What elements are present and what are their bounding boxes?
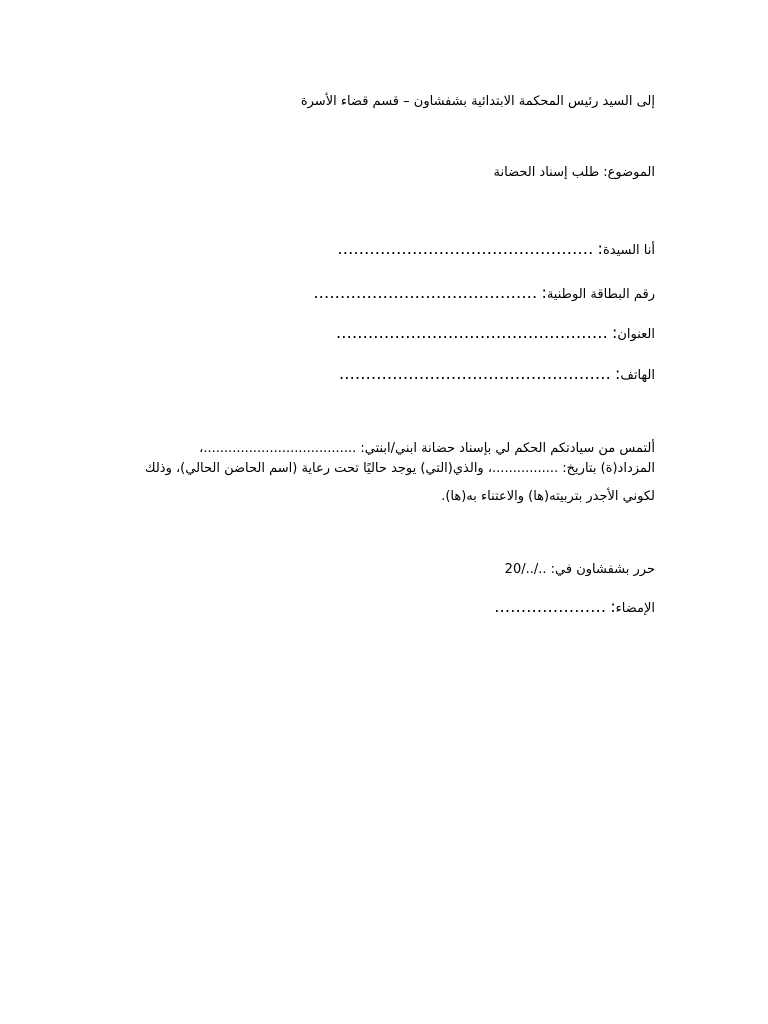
field-address-dots: …………………………………………… <box>335 323 608 342</box>
field-id-card-dots: …………………………………… <box>313 283 538 302</box>
field-phone-dots: …………………………………………… <box>338 364 611 383</box>
request-line-2: المزداد(ة) بتاريخ: ................، والذي(التي) يوجد حاليًا تحت رعاية (اسم الحاضن الحالي)، وذلك <box>144 461 655 476</box>
field-name <box>337 240 655 259</box>
field-address <box>336 324 655 343</box>
field-address-colon: : <box>611 323 618 342</box>
signature-line <box>494 598 655 617</box>
field-name-dots: ………………………………………… <box>337 239 594 258</box>
request-line-3: لكوني الأجدر بتربيته(ها) والاعتناء به(ها). <box>441 489 655 504</box>
field-phone-colon: : <box>615 364 621 383</box>
request-line-1: ألتمس من سيادتكم الحكم لي بإسناد حضانة ابني/ابنتي: .....................................، <box>199 441 655 456</box>
signature-label: الإمضاء <box>615 601 655 616</box>
field-name-colon: : <box>597 239 603 258</box>
signature-colon: : <box>610 597 616 616</box>
field-name-label: أنا السيدة <box>602 243 655 258</box>
field-id-card-colon: : <box>541 283 547 302</box>
field-phone <box>339 365 655 384</box>
field-id-card <box>313 284 655 303</box>
signature-dots: ………………… <box>494 597 607 616</box>
field-address-label: العنوان <box>617 327 655 342</box>
field-phone-label: الهاتف <box>620 368 655 383</box>
request-paragraph <box>110 438 655 508</box>
addressee-line: إلى السيد رئيس المحكمة الابتدائية بشفشاون – قسم قضاء الأسرة <box>300 94 655 109</box>
place-date-line: حرر بشفشاون في: ../../20 <box>504 562 655 577</box>
subject-line: الموضوع: طلب إسناد الحضانة <box>493 165 655 180</box>
field-id-card-label: رقم البطاقة الوطنية <box>546 287 655 302</box>
